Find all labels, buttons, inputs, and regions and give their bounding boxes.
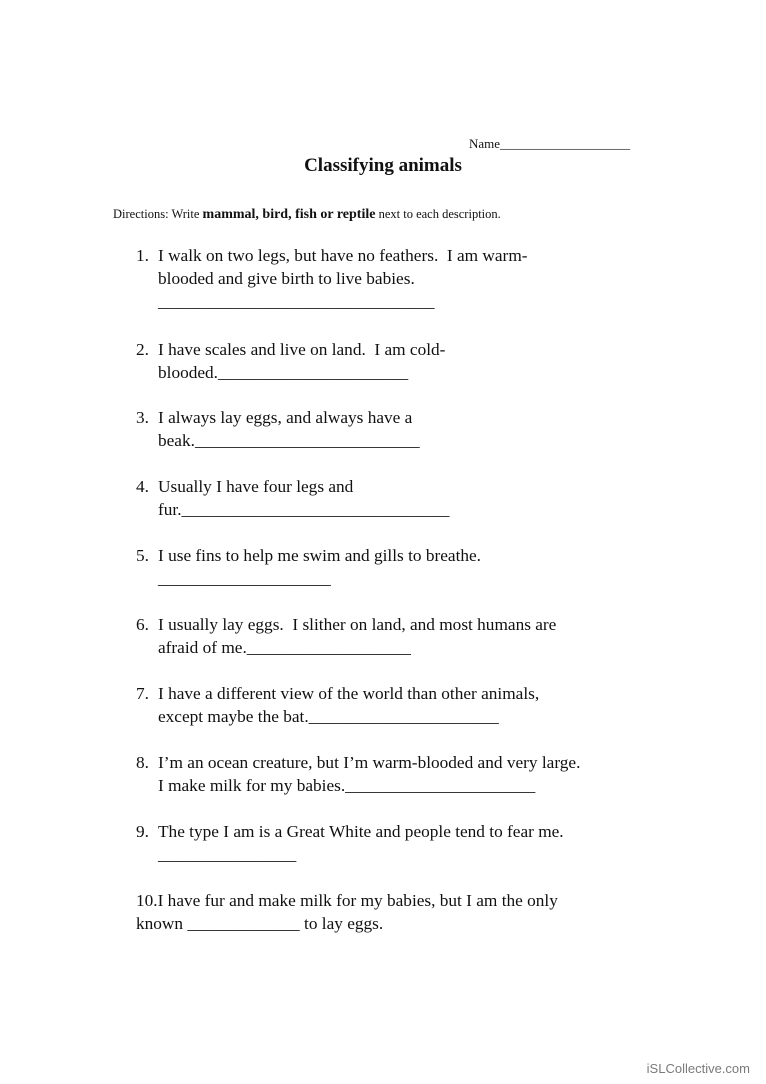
question-number: 1. xyxy=(136,246,149,265)
question-number: 10. xyxy=(136,891,158,910)
question-text: Usually I have four legs and xyxy=(158,477,354,496)
watermark: iSLCollective.com xyxy=(646,1061,750,1076)
question-number: 6. xyxy=(136,615,149,634)
question-1 xyxy=(136,244,528,313)
question-5 xyxy=(136,544,481,590)
directions xyxy=(113,207,501,223)
page-title xyxy=(0,155,766,177)
question-number: 9. xyxy=(136,822,149,841)
question-text-with-blank[interactable]: blooded.______________________ xyxy=(158,363,409,382)
question-number: 3. xyxy=(136,408,149,427)
question-text: The type I am is a Great White and people tend to fear me. xyxy=(158,822,564,841)
question-number: 7. xyxy=(136,684,149,703)
question-text: blooded and give birth to live babies. xyxy=(158,269,415,288)
directions-suffix: next to each description. xyxy=(375,207,501,221)
question-10 xyxy=(136,889,558,935)
question-text: I use fins to help me swim and gills to breathe. xyxy=(158,546,482,565)
question-3 xyxy=(136,406,420,452)
question-text-with-blank[interactable]: afraid of me.___________________ xyxy=(158,638,411,657)
answer-blank[interactable]: ________________ xyxy=(158,845,297,864)
question-number: 5. xyxy=(136,546,149,565)
question-text-with-blank[interactable]: fur._______________________________ xyxy=(158,500,450,519)
question-text-with-blank[interactable]: known _____________ to lay eggs. xyxy=(136,914,384,933)
question-2 xyxy=(136,338,445,384)
question-7 xyxy=(136,682,539,728)
question-text: I always lay eggs, and always have a xyxy=(158,408,413,427)
name-field-label: Name____________________ xyxy=(469,136,631,151)
question-text-with-blank[interactable]: I make milk for my babies.______________________ xyxy=(158,776,536,795)
question-9 xyxy=(136,820,564,866)
directions-prefix: Directions: Write xyxy=(113,207,203,221)
question-text: I’m an ocean creature, but I’m warm-blooded and very large. xyxy=(158,753,581,772)
question-4 xyxy=(136,475,449,521)
question-text-with-blank[interactable]: beak.__________________________ xyxy=(158,431,420,450)
question-text: I have fur and make milk for my babies, but I am the only xyxy=(157,891,558,910)
question-text: I have a different view of the world than other animals, xyxy=(158,684,540,703)
question-number: 2. xyxy=(136,340,149,359)
question-text: I have scales and live on land. I am cold- xyxy=(158,340,446,359)
title-text: Classifying animals xyxy=(304,155,462,176)
question-number: 4. xyxy=(136,477,149,496)
question-text: I walk on two legs, but have no feathers. I am warm- xyxy=(158,246,528,265)
question-8 xyxy=(136,751,580,797)
question-text: I usually lay eggs. I slither on land, and most humans are xyxy=(158,615,557,634)
answer-blank[interactable]: ________________________________ xyxy=(158,292,435,311)
answer-blank[interactable]: ____________________ xyxy=(158,569,331,588)
question-6 xyxy=(136,613,556,659)
question-number: 8. xyxy=(136,753,149,772)
directions-emphasis: mammal, bird, fish or reptile xyxy=(202,207,376,222)
question-text-with-blank[interactable]: except maybe the bat.______________________ xyxy=(158,707,499,726)
